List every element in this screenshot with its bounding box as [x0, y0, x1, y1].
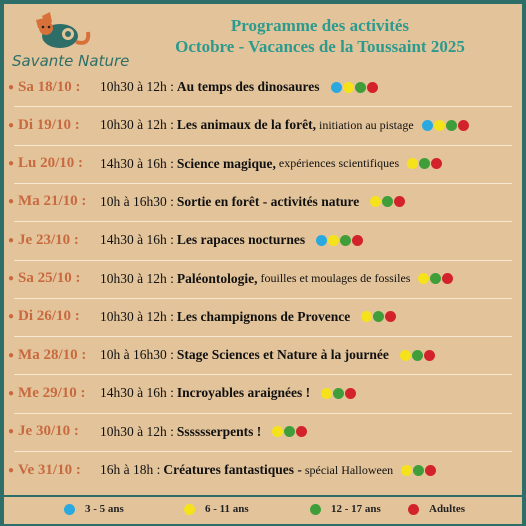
- age-dot-age_12_17-icon: [419, 158, 430, 169]
- age-dot-adultes-icon: [442, 273, 453, 284]
- activity-day: [8, 336, 86, 374]
- activity-extra: expériences scientifiques: [278, 156, 400, 171]
- activity-title: Sssssserpents !: [176, 423, 262, 439]
- activity-time: 14h30 à 16h :: [100, 232, 174, 248]
- activity-day-label: Ma 28/10 :: [18, 346, 87, 363]
- activity-day: [8, 221, 79, 259]
- age-dot-age_6_11-icon: [401, 465, 412, 476]
- activity-description: [100, 68, 378, 106]
- activity-row: [0, 336, 526, 374]
- age-dots: [422, 120, 469, 131]
- age-dot-age_12_17-icon: [430, 273, 441, 284]
- activity-day: [8, 298, 80, 336]
- activity-row: [0, 260, 526, 298]
- activity-day: [8, 374, 86, 412]
- page-title: Programme des activités: [230, 16, 410, 35]
- age-dots: [321, 388, 356, 399]
- bullet-icon: ●: [8, 196, 15, 208]
- activity-row: [0, 183, 526, 221]
- activity-row: [0, 221, 526, 259]
- activity-row: [0, 145, 526, 183]
- age-dot-adultes-icon: [385, 311, 396, 322]
- age-dot-age_12_17-icon: [446, 120, 457, 131]
- activity-description: [100, 183, 405, 221]
- bullet-icon: ●: [8, 158, 15, 170]
- legend-item-6-11: [184, 503, 249, 515]
- activity-day-label: Ma 21/10 :: [18, 193, 87, 210]
- legend-label: 3 - 5 ans: [85, 503, 124, 515]
- legend: [4, 495, 522, 524]
- bullet-icon: ●: [8, 119, 15, 131]
- activity-day: [8, 145, 83, 183]
- activity-row: [0, 374, 526, 412]
- legend-label: Adultes: [429, 503, 466, 515]
- activity-title: Stage Sciences et Nature à la journée: [176, 347, 389, 363]
- activity-day-label: Di 26/10 :: [18, 308, 80, 325]
- activity-day-label: Ve 31/10 :: [18, 461, 81, 478]
- activity-day: [8, 413, 79, 451]
- activity-title: Sortie en forêt - activités nature: [176, 193, 360, 209]
- activity-day: [8, 106, 80, 144]
- activity-time: 10h30 à 12h :: [100, 117, 174, 133]
- activity-title: Les animaux de la forêt,: [176, 117, 316, 133]
- age-dot-age_12_17-icon: [355, 82, 366, 93]
- activity-description: [100, 221, 363, 259]
- legend-item-3-5: [64, 503, 124, 515]
- activity-title: Science magique,: [176, 155, 276, 171]
- activity-time: 10h à 16h30 :: [100, 347, 174, 363]
- activity-row: [0, 106, 526, 144]
- bullet-icon: ●: [8, 273, 15, 284]
- activity-title: Au temps des dinosaures: [176, 79, 320, 94]
- legend-label: 6 - 11 ans: [205, 503, 249, 515]
- activity-title: Les champignons de Provence: [176, 308, 351, 324]
- age-dots: [331, 82, 378, 93]
- activity-time: 10h30 à 12h :: [100, 423, 174, 439]
- activity-day-label: Me 29/10 :: [18, 384, 86, 401]
- activity-time: 10h à 16h30 :: [100, 193, 174, 209]
- age-dots: [418, 273, 453, 284]
- age-dot-age_6_11-icon: [328, 235, 339, 246]
- legend-dot-12-17-icon: [310, 504, 321, 515]
- age-dots: [361, 311, 396, 322]
- age-dots: [272, 426, 307, 437]
- bullet-icon: ●: [8, 464, 15, 476]
- activity-day-label: Je 23/10 :: [18, 231, 79, 248]
- age-dot-adultes-icon: [352, 235, 363, 246]
- age-dot-adultes-icon: [424, 350, 435, 361]
- activity-day: [8, 451, 81, 489]
- activity-day-label: Sa 25/10 :: [18, 270, 81, 286]
- activity-description: [100, 336, 435, 374]
- activity-description: [100, 374, 356, 412]
- age-dot-age_3_5-icon: [316, 235, 327, 246]
- fox-logo-icon: [6, 8, 124, 52]
- activity-title: Les rapaces nocturnes: [176, 232, 306, 248]
- activity-day: [8, 183, 86, 221]
- legend-label: 12 - 17 ans: [331, 503, 381, 515]
- age-dot-age_6_11-icon: [400, 350, 411, 361]
- age-dots: [316, 235, 363, 246]
- age-dot-adultes-icon: [345, 388, 356, 399]
- age-dot-adultes-icon: [458, 120, 469, 131]
- activity-time: 16h à 18h :: [100, 462, 161, 477]
- activity-row: [0, 413, 526, 451]
- activity-time: 10h30 à 12h :: [100, 308, 174, 324]
- age-dots: [400, 350, 435, 361]
- age-dot-age_12_17-icon: [413, 465, 424, 476]
- age-dot-age_12_17-icon: [284, 426, 295, 437]
- age-dot-age_12_17-icon: [373, 311, 384, 322]
- activity-day: [8, 68, 81, 106]
- activity-title: Créatures fantastiques -: [163, 462, 302, 477]
- activity-description: [100, 298, 396, 336]
- age-dot-adultes-icon: [367, 82, 378, 93]
- activity-description: [100, 413, 307, 451]
- bullet-icon: ●: [8, 387, 15, 399]
- age-dot-adultes-icon: [296, 426, 307, 437]
- activity-extra: spécial Halloween: [304, 462, 394, 477]
- activity-row: [0, 298, 526, 336]
- activity-description: [100, 260, 453, 298]
- bullet-icon: ●: [8, 81, 15, 93]
- activity-extra: initiation au pistage: [319, 117, 414, 132]
- age-dot-age_12_17-icon: [382, 196, 393, 207]
- activity-day-label: Lu 20/10 :: [18, 155, 84, 172]
- legend-dot-adultes-icon: [408, 504, 419, 515]
- activity-row: [0, 451, 526, 489]
- activity-day-label: Sa 18/10 :: [18, 78, 81, 95]
- legend-dot-3-5-icon: [64, 504, 75, 515]
- legend-dot-6-11-icon: [184, 504, 195, 515]
- activity-day-label: Di 19/10 :: [18, 116, 80, 133]
- age-dot-age_6_11-icon: [321, 388, 332, 399]
- bullet-icon: ●: [8, 234, 15, 246]
- age-dot-adultes-icon: [431, 158, 442, 169]
- age-dot-age_6_11-icon: [418, 273, 429, 284]
- activity-time: 10h30 à 12h :: [100, 79, 174, 94]
- age-dot-age_6_11-icon: [361, 311, 372, 322]
- age-dot-age_3_5-icon: [331, 82, 342, 93]
- activity-description: [100, 145, 442, 183]
- age-dot-age_12_17-icon: [333, 388, 344, 399]
- age-dot-adultes-icon: [425, 465, 436, 476]
- activity-description: [100, 106, 469, 144]
- age-dot-age_12_17-icon: [340, 235, 351, 246]
- age-dot-age_12_17-icon: [412, 350, 423, 361]
- age-dot-age_3_5-icon: [422, 120, 433, 131]
- activity-title: Incroyables araignées !: [176, 385, 311, 401]
- age-dot-adultes-icon: [394, 196, 405, 207]
- age-dot-age_6_11-icon: [407, 158, 418, 169]
- activity-day-label: Je 30/10 :: [18, 423, 79, 440]
- age-dot-age_6_11-icon: [434, 120, 445, 131]
- activity-time: 14h30 à 16h :: [100, 385, 174, 401]
- page-subtitle: Octobre - Vacances de la Toussaint 2025: [175, 37, 465, 56]
- legend-item-adultes: [408, 503, 465, 515]
- activity-time: 14h30 à 16h :: [100, 155, 174, 171]
- logo: [6, 8, 130, 70]
- age-dots: [401, 465, 436, 476]
- activity-description: [100, 451, 436, 489]
- bullet-icon: ●: [8, 311, 15, 323]
- age-dot-age_6_11-icon: [370, 196, 381, 207]
- age-dot-age_6_11-icon: [343, 82, 354, 93]
- legend-item-12-17: [310, 503, 381, 515]
- activity-day: [8, 260, 81, 298]
- age-dot-age_6_11-icon: [272, 426, 283, 437]
- logo-text: Savante Nature: [12, 52, 130, 70]
- activity-extra: fouilles et moulages de fossiles: [260, 271, 411, 285]
- activity-row: [0, 68, 526, 106]
- age-dots: [407, 158, 442, 169]
- age-dots: [370, 196, 405, 207]
- bullet-icon: ●: [8, 426, 15, 438]
- bullet-icon: ●: [8, 349, 15, 361]
- activity-title: Paléontologie,: [176, 270, 258, 286]
- activity-time: 10h30 à 12h :: [100, 270, 174, 286]
